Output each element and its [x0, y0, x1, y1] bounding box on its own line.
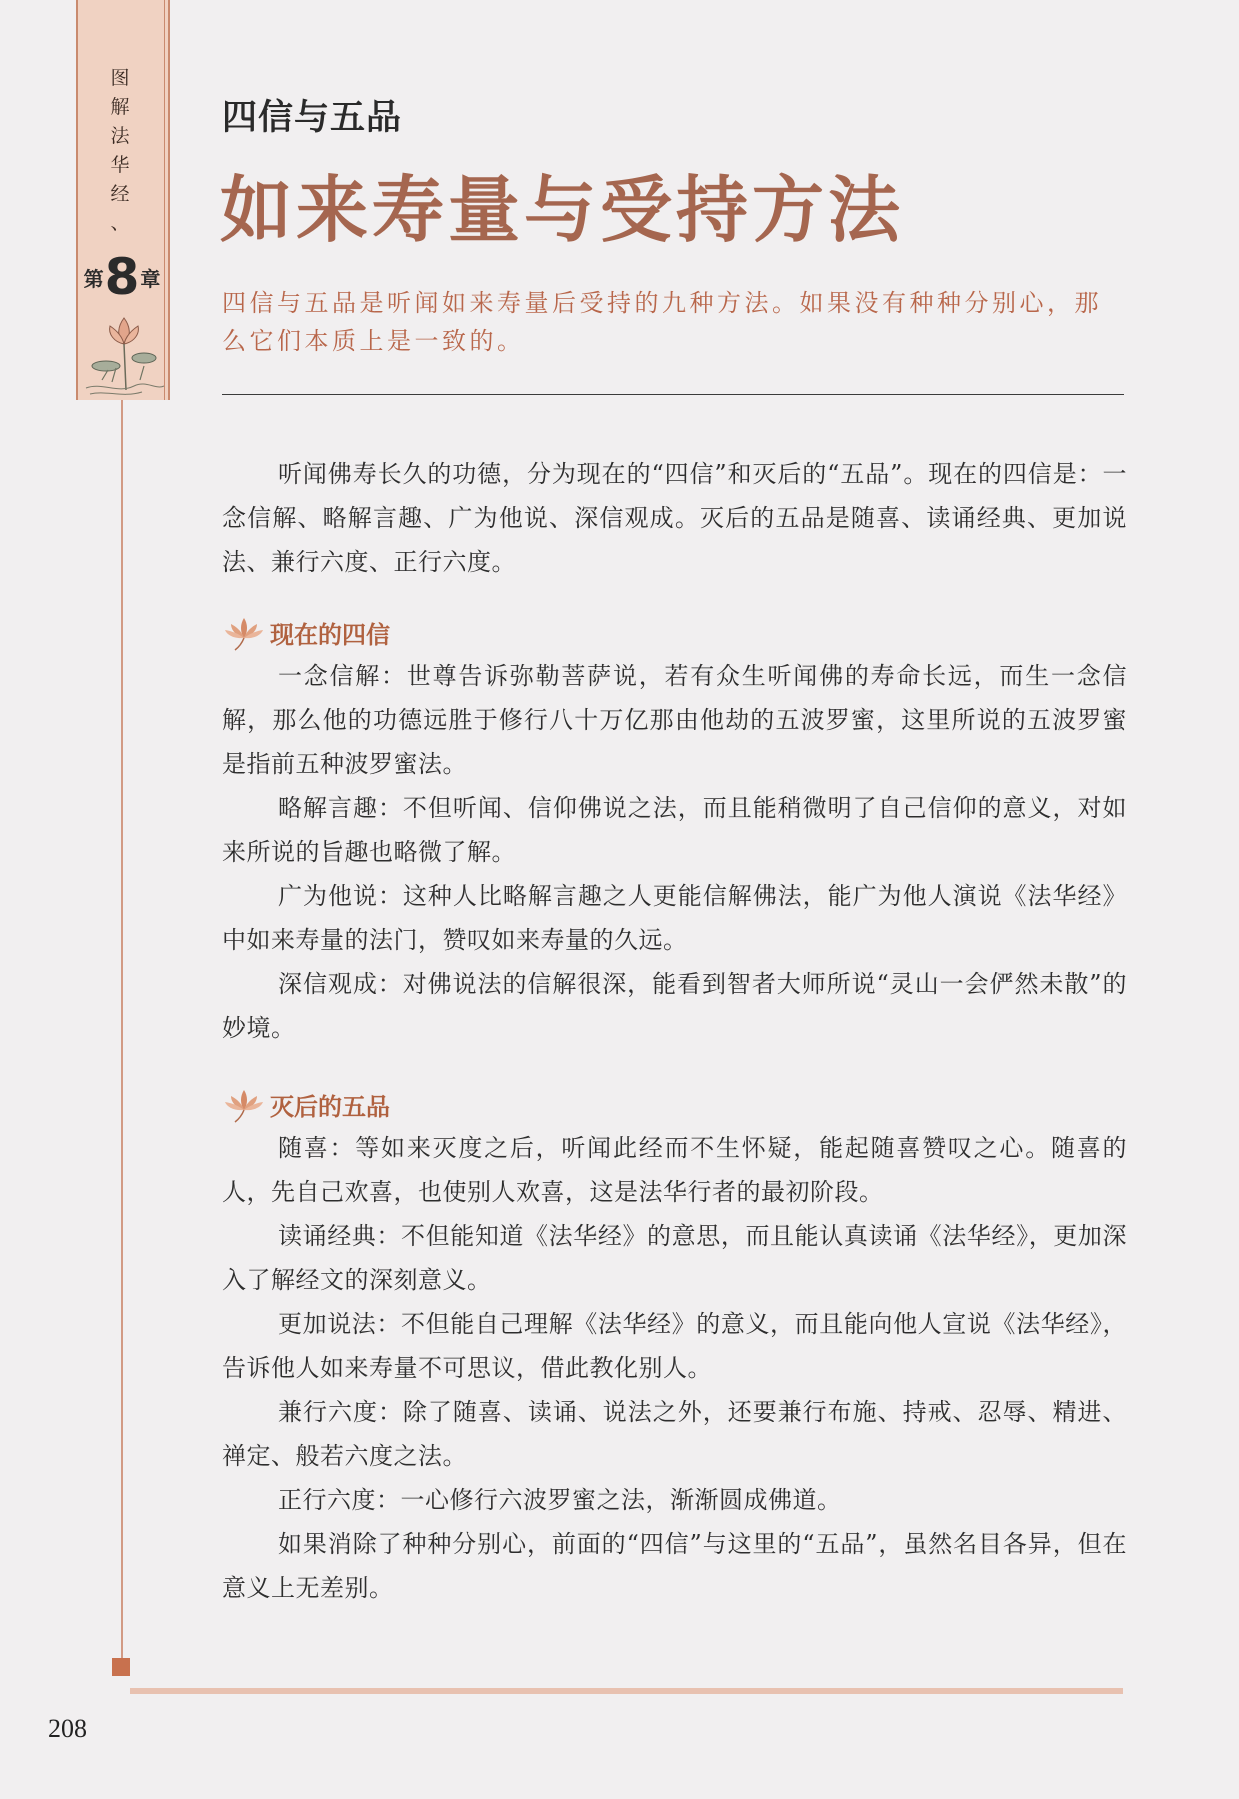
section-subtitle: 四信与五品	[222, 97, 403, 138]
intro-paragraph: 听闻佛寿长久的功德，分为现在的“四信”和灭后的“五品”。现在的四信是：一念信解、略解言趣、广为他说、深信观成。灭后的五品是随喜、读诵经典、更加说法、兼行六度、正行六度。	[222, 460, 1127, 576]
section-heading-four-faiths	[222, 612, 390, 652]
paragraph-five-grades-2: 读诵经典：不但能知道《法华经》的意思，而且能认真读诵《法华经》，更加深入了解经文的深刻意义。	[222, 1222, 1127, 1294]
section-heading-label: 现在的四信	[270, 620, 390, 649]
paragraph-four-faiths-4: 深信观成：对佛说法的信解很深，能看到智者大师所说“灵山一会俨然未散”的妙境。	[222, 970, 1127, 1042]
paragraph-five-grades-3: 更加说法：不但能自己理解《法华经》的意义，而且能向他人宣说《法华经》，告诉他人如来寿量不可思议，借此教化别人。	[222, 1310, 1127, 1382]
book-title-separator: 、	[110, 212, 130, 234]
book-title-vertical	[100, 64, 140, 238]
paragraph-four-faiths-2: 略解言趣：不但听闻、信仰佛说之法，而且能稍微明了自己信仰的意义，对如来所说的旨趣也略微了解。	[222, 794, 1127, 866]
lotus-pond-illustration	[82, 310, 166, 398]
lotus-icon	[222, 1084, 266, 1124]
chapter-label	[80, 248, 164, 306]
paragraph-conclusion: 如果消除了种种分别心，前面的“四信”与这里的“五品”，虽然名目各异，但在意义上无差别。	[222, 1530, 1127, 1602]
book-title-char: 图	[110, 67, 130, 89]
book-title-char: 解	[110, 96, 130, 118]
margin-rule	[121, 400, 123, 1658]
header-divider	[222, 394, 1124, 395]
book-title-char: 华	[110, 154, 130, 176]
book-title-char: 经	[110, 183, 130, 205]
lotus-icon	[222, 612, 266, 652]
paragraph-five-grades-5: 正行六度：一心修行六波罗蜜之法，渐渐圆成佛道。	[278, 1486, 842, 1514]
paragraph-five-grades-4: 兼行六度：除了随喜、读诵、说法之外，还要兼行布施、持戒、忍辱、精进、禅定、般若六度之法。	[222, 1398, 1127, 1470]
corner-marker	[112, 1658, 130, 1676]
intro-summary: 四信与五品是听闻如来寿量后受持的九种方法。如果没有种种分别心，那么它们本质上是一致的。	[222, 289, 1102, 355]
chapter-prefix: 第	[83, 266, 104, 291]
section-heading-five-grades	[222, 1084, 390, 1124]
paragraph-four-faiths-3: 广为他说：这种人比略解言趣之人更能信解佛法，能广为他人演说《法华经》中如来寿量的法门，赞叹如来寿量的久远。	[222, 882, 1127, 954]
section-heading-label: 灭后的五品	[270, 1092, 390, 1121]
chapter-suffix: 章	[140, 266, 161, 291]
paragraph-four-faiths-1: 一念信解：世尊告诉弥勒菩萨说，若有众生听闻佛的寿命长远，而生一念信解，那么他的功德远胜于修行八十万亿那由他劫的五波罗蜜，这里所说的五波罗蜜是指前五种波罗蜜法。	[222, 662, 1127, 778]
paragraph-five-grades-1: 随喜：等如来灭度之后，听闻此经而不生怀疑，能起随喜赞叹之心。随喜的人，先自己欢喜，也使别人欢喜，这是法华行者的最初阶段。	[222, 1134, 1127, 1206]
page-number: 208	[48, 1714, 87, 1743]
footer-bar	[130, 1688, 1123, 1694]
book-title-char: 法	[110, 125, 130, 147]
page-title: 如来寿量与受持方法	[220, 167, 905, 252]
chapter-number: 8	[104, 248, 140, 306]
